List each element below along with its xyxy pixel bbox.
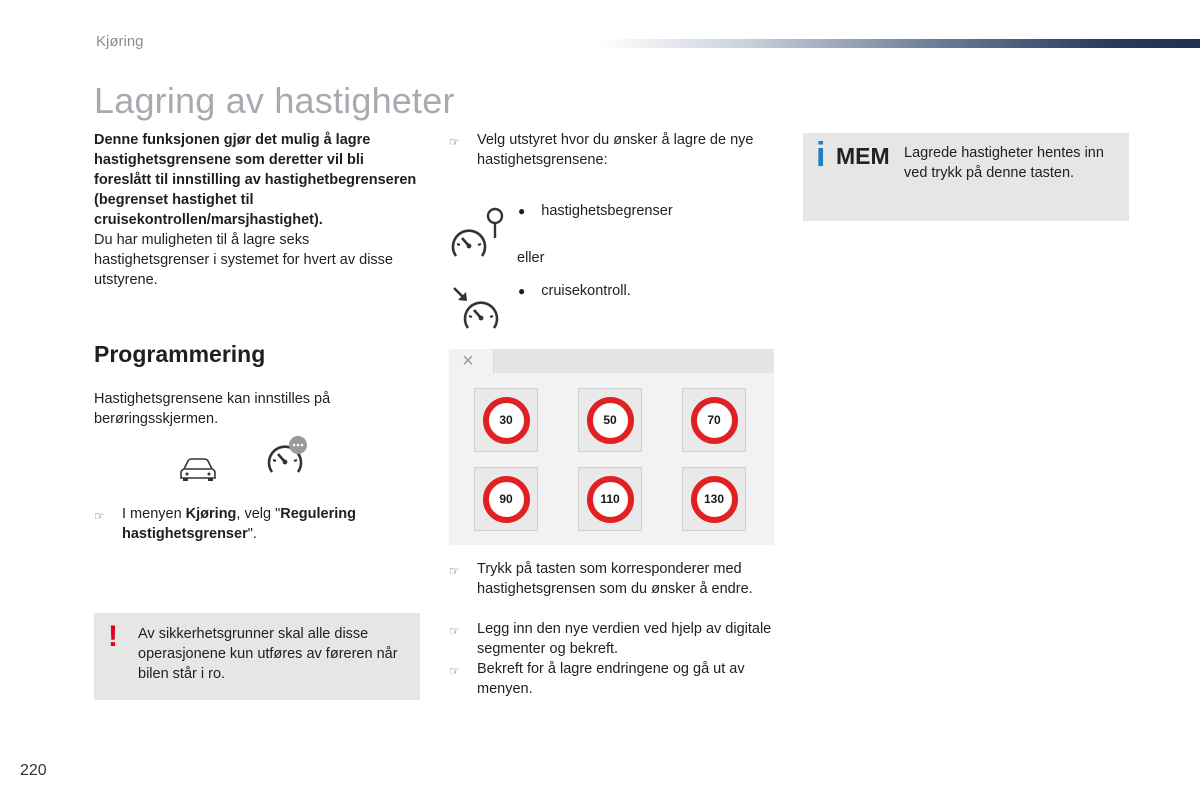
pointer-icon: ☞ <box>94 509 105 523</box>
section-label: Kjøring <box>96 33 144 50</box>
car-icon <box>178 455 218 483</box>
programming-heading: Programmering <box>94 341 266 367</box>
page-number: 220 <box>20 762 47 779</box>
mem-label: MEM <box>836 143 890 169</box>
pointer-icon: ☞ <box>449 624 460 638</box>
intro-normal: Du har muligheten til å lagre seks hastighetsgrenser i systemet for hvert av disse utstyrene. <box>94 232 393 288</box>
speed-sign: 50 <box>587 397 634 444</box>
enter-step: ☞ Legg inn den nye verdien ved hjelp av digitale segmenter og bekreft. <box>449 621 772 657</box>
warning-icon: ! <box>108 620 118 653</box>
speed-sign: 110 <box>587 476 634 523</box>
info-icon: i <box>816 136 826 174</box>
confirm-step: ☞ Bekreft for å lagre endringene og gå ut av menyen. <box>449 661 745 697</box>
speedometer-menu-icon <box>264 434 310 478</box>
speed-button-50[interactable] <box>578 388 642 452</box>
pointer-icon: ☞ <box>449 664 460 678</box>
programming-text: Hastighetsgrensene kan innstilles på berøringsskjermen. <box>94 391 331 427</box>
or-text: eller <box>517 250 545 266</box>
speed-button-90[interactable] <box>474 467 538 531</box>
speed-button-70[interactable] <box>682 388 746 452</box>
speed-sign: 90 <box>483 476 530 523</box>
speed-sign: 30 <box>483 397 530 444</box>
intro-text <box>94 130 424 290</box>
speed-button-30[interactable] <box>474 388 538 452</box>
mem-note-text: Lagrede hastigheter hentes inn ved trykk på denne tasten. <box>904 145 1104 181</box>
speed-limiter-icon <box>448 204 508 262</box>
header-bar <box>600 39 1200 48</box>
pointer-icon: ☞ <box>449 135 460 149</box>
warning-text: Av sikkerhetsgrunner skal alle disse operasjonene kun utføres av føreren når bilen står i ro. <box>138 626 398 682</box>
speed-button-130[interactable] <box>682 467 746 531</box>
menu-step: ☞ I menyen Kjøring, velg "Regulering hastighetsgrenser". <box>94 506 356 542</box>
page-title: Lagring av hastigheter <box>94 80 455 121</box>
screen-top-bar <box>449 349 774 373</box>
close-icon[interactable]: × <box>462 350 474 372</box>
option-limiter: ● hastighetsbegrenser <box>518 203 673 219</box>
press-step: ☞ Trykk på tasten som korresponderer med hastighetsgrensen som du ønsker å endre. <box>449 561 753 597</box>
speed-button-110[interactable] <box>578 467 642 531</box>
intro-bold: Denne funksjonen gjør det mulig å lagre hastighetsgrensene som deretter vil bli foreslått til innstilling av hastighetbegrenseren (begrenset hastighet til cruisekontrollen/marsjhastighet). <box>94 132 417 228</box>
cruise-control-icon <box>448 284 506 332</box>
speed-sign: 130 <box>691 476 738 523</box>
select-step: ☞ Velg utstyret hvor du ønsker å lagre de nye hastighetsgrensene: <box>449 132 754 168</box>
option-cruise: ● cruisekontroll. <box>518 283 631 299</box>
speed-sign: 70 <box>691 397 738 444</box>
pointer-icon: ☞ <box>449 564 460 578</box>
